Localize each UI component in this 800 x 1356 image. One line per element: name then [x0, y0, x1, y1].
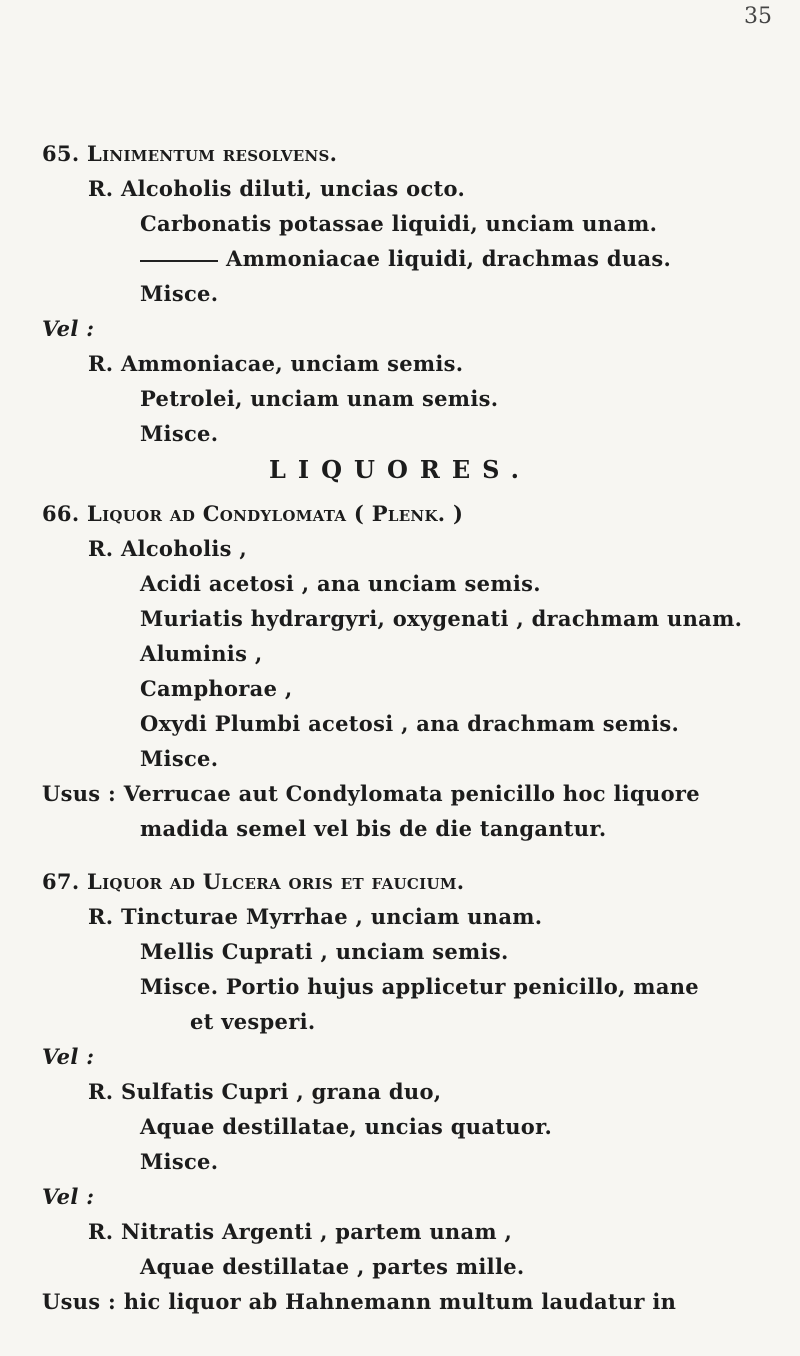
text-line — [42, 140, 337, 168]
text-line — [140, 675, 292, 703]
text-line — [42, 1288, 676, 1316]
text-line-content: R. Ammoniacae, unciam semis. — [88, 351, 464, 376]
text-line — [140, 1113, 552, 1141]
text-line — [88, 1078, 441, 1106]
text-line-content: R. Sulfatis Cupri , grana duo, — [88, 1079, 442, 1104]
text-line — [88, 175, 465, 203]
text-line-content: Usus : Verrucae aut Condylomata penicillo hoc liquore — [42, 781, 700, 806]
text-line-content: Acidi acetosi , ana unciam semis. — [140, 571, 541, 596]
text-line — [88, 535, 247, 563]
text-line — [42, 315, 94, 343]
text-line-content: madida semel vel bis de die tangantur. — [140, 816, 607, 841]
text-line-content: Camphorae , — [140, 676, 293, 701]
text-line-content: Aquae destillatae, uncias quatuor. — [140, 1114, 553, 1139]
text-line-content: 67. Liquor ad Ulcera oris et faucium. — [42, 869, 465, 894]
text-line-content: 66. Liquor ad Condylomata ( Plenk. ) — [42, 501, 464, 526]
text-line-content: Vel : — [42, 1044, 95, 1069]
text-line — [140, 938, 509, 966]
text-line-content: Mellis Cuprati , unciam semis. — [140, 939, 509, 964]
text-line-content: Misce. — [140, 281, 219, 306]
text-line — [88, 1218, 512, 1246]
text-line — [140, 815, 606, 843]
text-line — [140, 385, 498, 413]
text-line — [140, 210, 657, 238]
text-line-content: Carbonatis potassae liquidi, unciam unam. — [140, 211, 658, 236]
text-line-content: Usus : hic liquor ab Hahnemann multum laudatur in — [42, 1289, 677, 1314]
text-line-content: Misce. — [140, 1149, 219, 1174]
text-line — [140, 710, 679, 738]
text-line — [140, 605, 742, 633]
text-line — [140, 570, 541, 598]
text-line — [140, 245, 671, 273]
text-line — [42, 1183, 94, 1211]
text-line-content: Petrolei, unciam unam semis. — [140, 386, 499, 411]
text-line — [140, 280, 218, 308]
text-line-content: Misce. Portio hujus applicetur penicillo, mane — [140, 974, 699, 999]
text-line — [88, 903, 542, 931]
text-line — [140, 640, 262, 668]
text-line-content: R. Alcoholis diluti, uncias octo. — [88, 176, 466, 201]
ditto-dash — [140, 260, 218, 262]
text-line-content: Misce. — [140, 421, 219, 446]
text-line — [140, 1253, 525, 1281]
text-line-content: Aluminis , — [140, 641, 263, 666]
text-line — [140, 745, 218, 773]
text-line-content: Ammoniacae liquidi, drachmas duas. — [226, 246, 672, 271]
text-line — [88, 350, 463, 378]
section-heading-liquores: LIQUORES. — [269, 455, 531, 484]
text-line — [42, 500, 463, 528]
text-line-content: R. Alcoholis , — [88, 536, 248, 561]
text-line-content: Aquae destillatae , partes mille. — [140, 1254, 525, 1279]
text-line — [140, 1148, 218, 1176]
text-line — [42, 780, 700, 808]
text-line-content: et vesperi. — [190, 1009, 316, 1034]
text-line — [42, 1043, 94, 1071]
text-line-content: Oxydi Plumbi acetosi , ana drachmam semis. — [140, 711, 680, 736]
text-line-content: R. Nitratis Argenti , partem unam , — [88, 1219, 513, 1244]
text-line-content: Vel : — [42, 1184, 95, 1209]
text-line-content: Misce. — [140, 746, 219, 771]
text-line-content: 65. Linimentum resolvens. — [42, 141, 338, 166]
text-line-content: Muriatis hydrargyri, oxygenati , drachmam unam. — [140, 606, 743, 631]
page-number: 35 — [744, 4, 772, 29]
text-line-content: R. Tincturae Myrrhae , unciam unam. — [88, 904, 543, 929]
text-line-content: Vel : — [42, 316, 95, 341]
text-line — [42, 868, 464, 896]
text-line — [140, 973, 699, 1001]
text-line — [190, 1008, 315, 1036]
text-line — [140, 420, 218, 448]
